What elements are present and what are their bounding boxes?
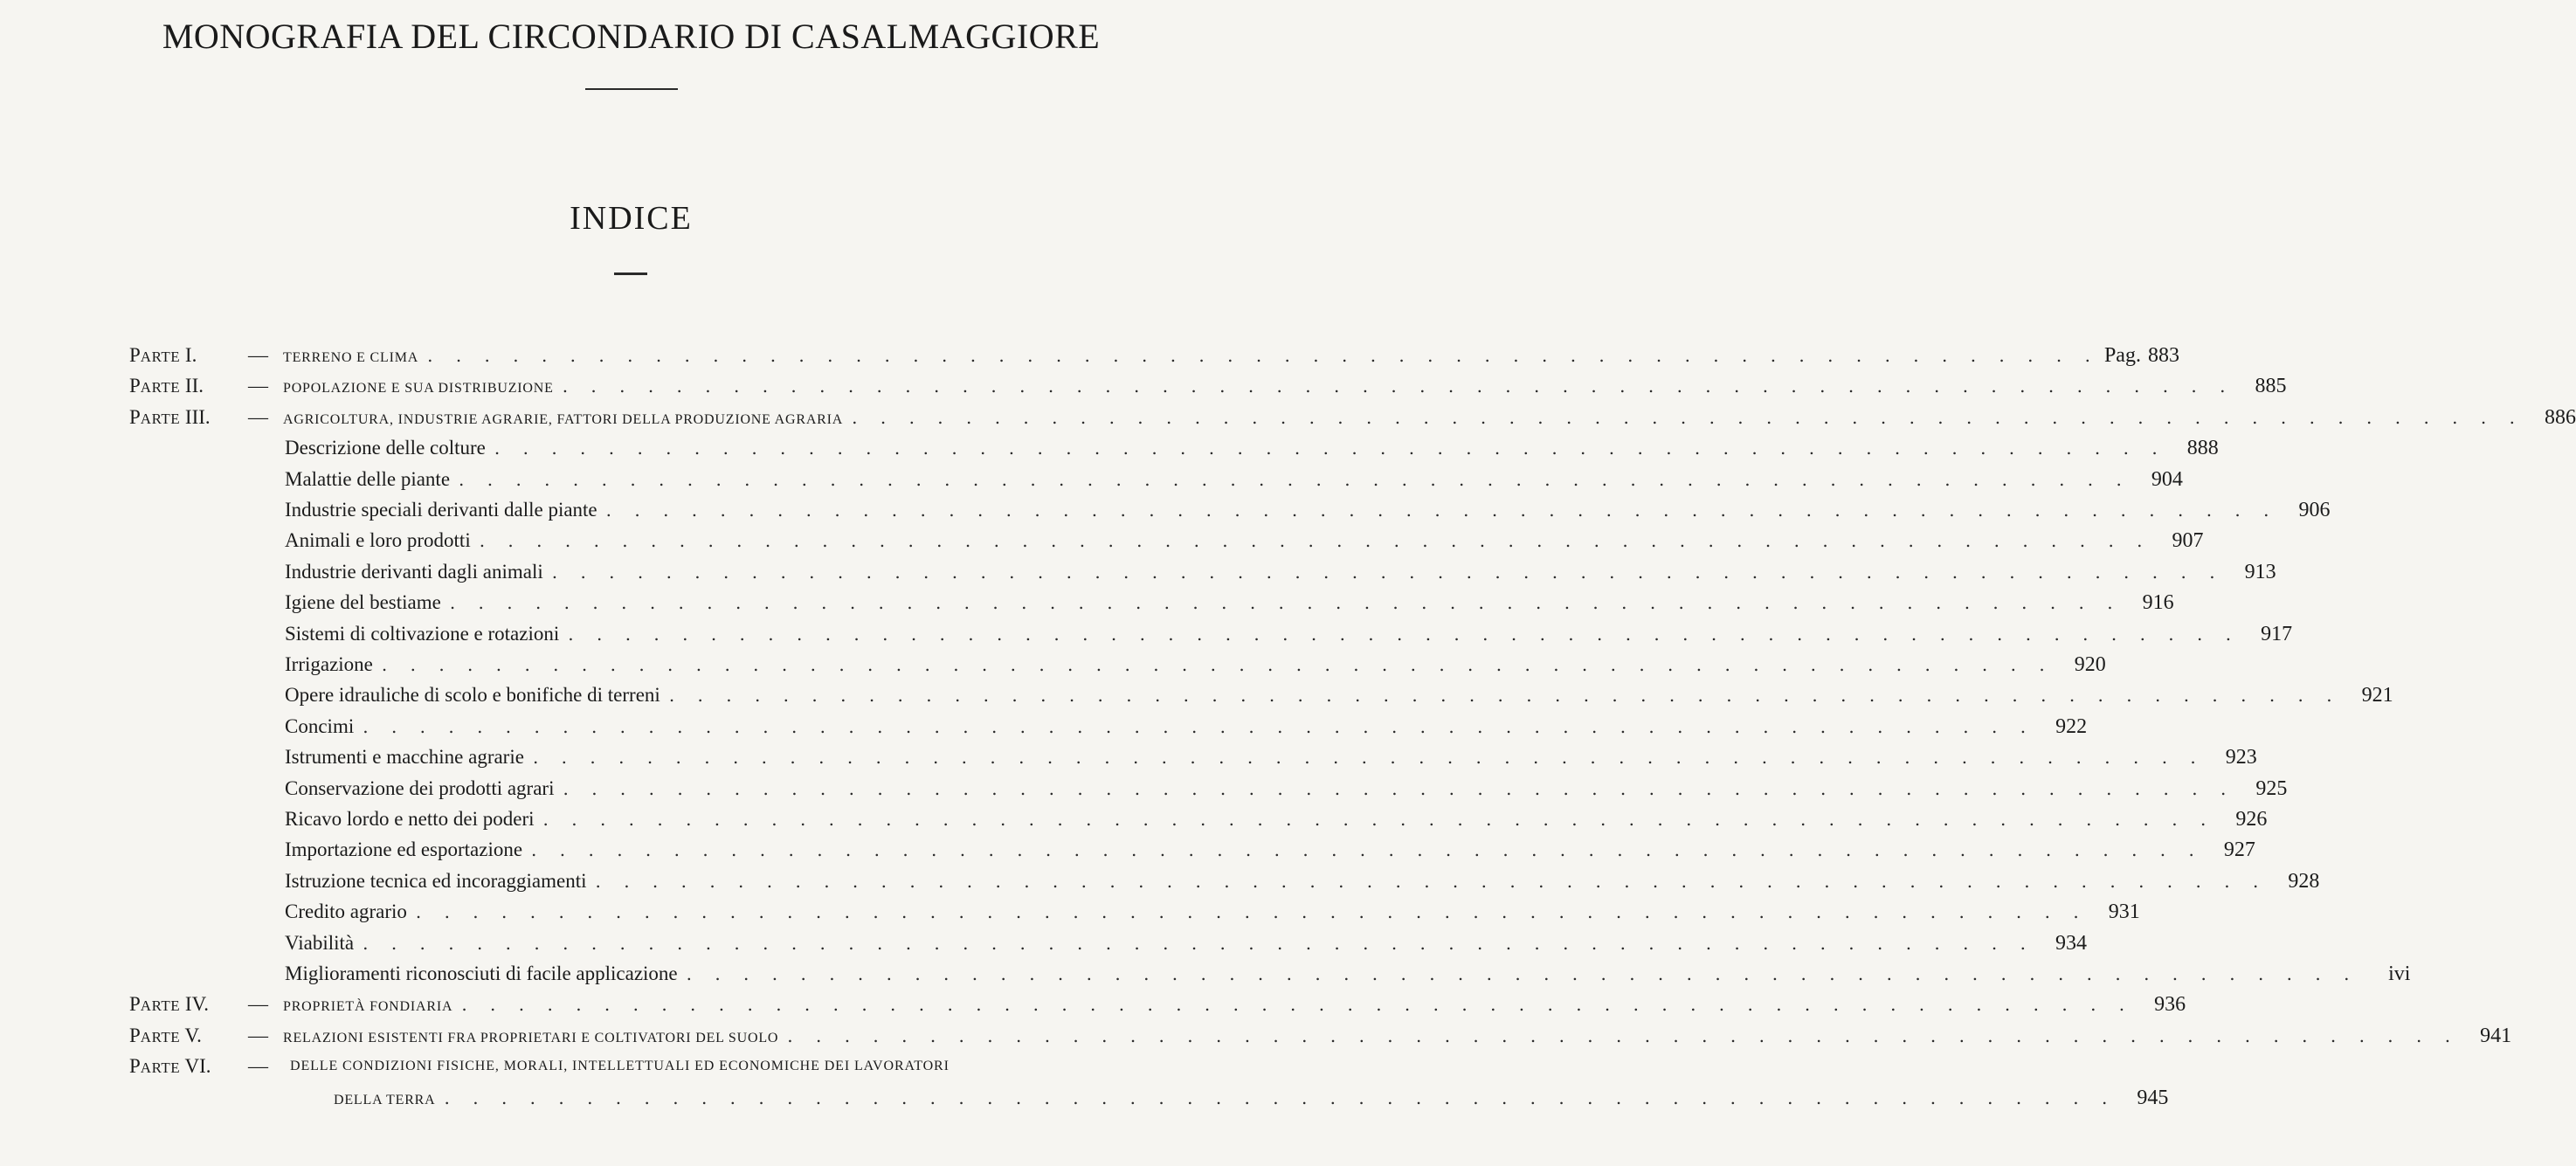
toc-entry-title: RELAZIONI ESISTENTI FRA PROPRIETARI E COLTIVATORI DEL SUOLO (283, 1030, 779, 1045)
dash-separator: — (248, 993, 268, 1016)
toc-entry (285, 495, 2331, 525)
dash-separator: — (248, 344, 268, 366)
dot-leader: . . . . . . . . . . . . . . . . . . . . . . . . . . . . . . . . . . . . . . . . . . . . . . . . . . . . . . . . . . . (551, 561, 2224, 583)
toc-section-row (0, 897, 2140, 927)
toc-entry-title: Credito agrario (285, 900, 407, 923)
part-label (129, 1021, 202, 1052)
dot-leader: . . . . . . . . . . . . . . . . . . . . . . . . . . . . . . . . . . . . . . . . . . . . . . . . . . . . . . . . . . . (605, 500, 2278, 521)
toc-entry-title: Concimi (285, 714, 355, 737)
part-number: II. (180, 375, 204, 397)
toc-entry-title: Descrizione delle colture (285, 437, 486, 459)
dot-leader: . . . . . . . . . . . . . . . . . . . . . . . . . . . . . . . . . . . . . . . . . . . . . . . . . . . . . . . . . . . (787, 1025, 2460, 1046)
toc-page-number: 925 (2255, 776, 2288, 800)
dot-leader: . . . . . . . . . . . . . . . . . . . . . . . . . . . . . . . . . . . . . . . . . . . . . . . . . . . . . . . . . . . (449, 592, 2122, 614)
dot-leader: . . . . . . . . . . . . . . . . . . . . . . . . . . . . . . . . . . . . . . . . . . . . . . . . . . . . . . . . . . . (532, 747, 2205, 769)
toc-page-number: 922 (2055, 714, 2088, 738)
toc-entry (285, 897, 2140, 927)
toc-page-number: 885 (2255, 375, 2287, 398)
part-word: P (129, 344, 141, 366)
toc-continuation-row (0, 1083, 2169, 1113)
toc-section-row (0, 680, 2393, 710)
part-word: P (129, 1024, 141, 1046)
dash-separator: — (248, 405, 268, 428)
toc-entry (285, 619, 2293, 649)
part-word-display (129, 1025, 180, 1046)
toc-entry-title: Sistemi di coltivazione e rotazioni (285, 622, 560, 645)
dot-leader: . . . . . . . . . . . . . . . . . . . . . . . . . . . . . . . . . . . . . . . . . . . . . . . . . . . . . . . . . . . (363, 715, 2035, 737)
toc-page-number: 906 (2298, 499, 2331, 521)
dot-leader: . . . . . . . . . . . . . . . . . . . . . . . . . . . . . . . . . . . . . . . . . . . . . . . . . . . . . . . . . . . (686, 963, 2358, 984)
toc-entry (283, 341, 2179, 373)
part-word-display (129, 1055, 180, 1077)
index-divider (614, 273, 647, 275)
part-label (129, 990, 209, 1021)
document-title: MONOGRAFIA DEL CIRCONDARIO DI CASALMAGGIORE (162, 17, 1101, 56)
toc-entry (285, 835, 2255, 865)
part-word: P (129, 405, 141, 428)
toc-section-row (0, 959, 2411, 989)
dot-leader: . . . . . . . . . . . . . . . . . . . . . . . . . . . . . . . . . . . . . . . . . . . . . . . . . . . . . . . . . . . (461, 994, 2134, 1016)
part-number: I. (180, 344, 197, 366)
toc-entry (285, 433, 2219, 463)
part-number: VI. (180, 1055, 211, 1078)
toc-entry-title: Industrie speciali derivanti dalle piante (285, 499, 597, 521)
dot-leader: . . . . . . . . . . . . . . . . . . . . . . . . . . . . . . . . . . . . . . . . . . . . . . . . . . . . . . . . . . . (381, 654, 2054, 675)
part-word-display (129, 375, 180, 397)
toc-entry (285, 557, 2276, 587)
toc-page-number: 913 (2244, 560, 2276, 583)
toc-entry-title: Industrie derivanti dagli animali (285, 560, 543, 583)
toc-page-number: 945 (2137, 1086, 2169, 1109)
toc-page-number: 916 (2142, 591, 2174, 615)
toc-entry-title: POPOLAZIONE E SUA DISTRIBUZIONE (283, 381, 554, 397)
toc-part-row (0, 371, 2287, 401)
toc-entry (283, 403, 2576, 435)
toc-section-row (0, 465, 2183, 494)
toc-entry-title: Animali e loro prodotti (285, 529, 471, 552)
dot-leader: . . . . . . . . . . . . . . . . . . . . . . . . . . . . . . . . . . . . . . . . . . . . . . . . . . . . . . . . . . . (542, 809, 2215, 830)
toc-entry (283, 1021, 2512, 1053)
pag-label: Pag. (2103, 344, 2141, 367)
toc-entry (285, 742, 2257, 772)
toc-page-number: 921 (2361, 684, 2393, 707)
toc-entry (285, 650, 2106, 680)
toc-entry-title: DELLE CONDIZIONI FISICHE, MORALI, INTELLETTUALI ED ECONOMICHE DEI LAVORATORI (290, 1059, 950, 1074)
toc-entry (285, 928, 2087, 958)
dot-leader: . . . . . . . . . . . . . . . . . . . . . . . . . . . . . . . . . . . . . . . . . . . . . . . . . . . . . . . . . . . (444, 1087, 2117, 1108)
toc-entry-title: PROPRIETÀ FONDIARIA (283, 999, 453, 1015)
toc-entry-title: Istrumenti e macchine agrarie (285, 746, 524, 769)
part-label (129, 403, 211, 434)
toc-section-row (0, 557, 2276, 587)
toc-page-number: 920 (2074, 653, 2106, 676)
part-label (129, 371, 204, 403)
dot-leader: . . . . . . . . . . . . . . . . . . . . . . . . . . . . . . . . . . . . . . . . . . . . . . . . . . . . . . . . . . . (479, 530, 2151, 552)
dot-leader: . . . . . . . . . . . . . . . . . . . . . . . . . . . . . . . . . . . . . . . . . . . . . . . . . . . . . . . . . . . (459, 468, 2131, 490)
toc-entry-title: Malattie delle piante (285, 467, 451, 490)
dot-leader: . . . . . . . . . . . . . . . . . . . . . . . . . . . . . . . . . . . . . . . . . . . . . . . . . . . . . . . . . . . (595, 870, 2268, 892)
toc-entry (334, 1083, 2169, 1115)
toc-entry-title: Viabilità (285, 931, 355, 954)
part-word-rest: ARTE (140, 348, 181, 365)
toc-entry (283, 371, 2287, 404)
part-number: IV. (180, 993, 209, 1016)
toc-entry-title: Irrigazione (285, 653, 373, 675)
part-label (129, 341, 197, 372)
toc-page-number: 936 (2154, 993, 2186, 1017)
toc-section-row (0, 433, 2219, 463)
toc-page-number: 904 (2151, 467, 2183, 491)
toc-entry (285, 866, 2320, 896)
toc-page-number: ivi (2388, 962, 2411, 985)
part-word-rest: ARTE (140, 997, 181, 1015)
part-word-rest: ARTE (140, 379, 181, 397)
title-divider (585, 88, 678, 90)
toc-page-number: 927 (2223, 838, 2255, 862)
toc-section-row (0, 928, 2087, 958)
toc-section-row (0, 495, 2331, 525)
toc-entry-title: Conservazione dei prodotti agrari (285, 776, 555, 799)
toc-part-row (0, 1052, 1236, 1081)
part-word-rest: ARTE (140, 1028, 181, 1045)
part-label (129, 1052, 211, 1083)
dot-leader: . . . . . . . . . . . . . . . . . . . . . . . . . . . . . . . . . . . . . . . . . . . . . . . . . . . . . . . . . . . (427, 345, 2099, 366)
dash-separator: — (248, 375, 268, 397)
toc-entry (290, 1052, 1137, 1081)
toc-section-row (0, 835, 2255, 865)
dot-leader: . . . . . . . . . . . . . . . . . . . . . . . . . . . . . . . . . . . . . . . . . . . . . . . . . . . . . . . . . . . (562, 376, 2234, 397)
toc-entry-title: TERRENO E CLIMA (283, 350, 419, 365)
toc-page-number: 888 (2186, 437, 2219, 460)
toc-part-row (0, 1021, 2512, 1051)
toc-entry-title: Ricavo lordo e netto dei poderi (285, 808, 535, 830)
toc-part-row (0, 403, 2576, 432)
toc-page-number: 907 (2172, 529, 2204, 553)
toc-page-number: 931 (2108, 900, 2140, 924)
toc-section-row (0, 774, 2288, 804)
toc-entry-continuation: DELLA TERRA (334, 1092, 436, 1107)
toc-entry (285, 588, 2174, 617)
dot-leader: . . . . . . . . . . . . . . . . . . . . . . . . . . . . . . . . . . . . . . . . . . . . . . . . . . . . . . . . . . . (563, 777, 2235, 799)
toc-entry (285, 804, 2268, 834)
toc-entry (283, 990, 2186, 1022)
toc-page-number: 923 (2225, 746, 2257, 769)
toc-entry (285, 774, 2288, 804)
part-word: P (129, 1055, 141, 1078)
toc-section-row (0, 712, 2088, 742)
toc-page-number (2104, 341, 2179, 370)
toc-part-row (0, 990, 2186, 1019)
toc-entry-title: Igiene del bestiame (285, 591, 441, 614)
toc-section-row (0, 526, 2204, 555)
dot-leader: . . . . . . . . . . . . . . . . . . . . . . . . . . . . . . . . . . . . . . . . . . . . . . . . . . . . . . . . . . . (852, 406, 2524, 428)
dot-leader: . . . . . . . . . . . . . . . . . . . . . . . . . . . . . . . . . . . . . . . . . . . . . . . . . . . . . . . . . . . (494, 438, 2166, 459)
toc-section-row (0, 650, 2106, 680)
toc-page-number: 926 (2235, 808, 2268, 831)
part-word-display (129, 993, 180, 1015)
dot-leader: . . . . . . . . . . . . . . . . . . . . . . . . . . . . . . . . . . . . . . . . . . . . . . . . . . . . . . . . . . . (568, 623, 2241, 645)
toc-section-row (0, 588, 2174, 617)
part-number: V. (180, 1024, 202, 1046)
part-word-rest: ARTE (140, 410, 181, 427)
toc-section-row (0, 866, 2320, 896)
part-word: P (129, 375, 141, 397)
part-word-display (129, 406, 180, 428)
toc-entry-title: Istruzione tecnica ed incoraggiamenti (285, 869, 587, 892)
dot-leader: . . . . . . . . . . . . . . . . . . . . . . . . . . . . . . . . . . . . . . . . . . . . . . . . . . . . . . . . . . . (363, 932, 2034, 954)
part-number: III. (180, 405, 211, 428)
toc-page-number: 917 (2261, 622, 2293, 645)
toc-entry (285, 712, 2088, 742)
toc-part-row (0, 341, 2179, 370)
dot-leader: . . . . . . . . . . . . . . . . . . . . . . . . . . . . . . . . . . . . . . . . . . . . . . . . . . . . . . . . . . . (531, 839, 2203, 861)
dot-leader: . . . . . . . . . . . . . . . . . . . . . . . . . . . . . . . . . . . . . . . . . . . . . . . . . . . . . . . . . . . (668, 685, 2341, 707)
toc-entry-title: Importazione ed esportazione (285, 838, 523, 861)
toc-entry (285, 680, 2393, 710)
page-value: 883 (2147, 344, 2179, 367)
part-word-display (129, 344, 180, 366)
toc-section-row (0, 804, 2268, 834)
toc-section-row (0, 619, 2293, 649)
toc-entry-title: AGRICOLTURA, INDUSTRIE AGRARIE, FATTORI DELLA PRODUZIONE AGRARIA (283, 411, 844, 427)
toc-entry (285, 526, 2204, 555)
toc-entry-title: Miglioramenti riconosciuti di facile applicazione (285, 962, 678, 984)
toc-page-number: 886 (2544, 405, 2576, 429)
part-word-rest: ARTE (140, 1059, 181, 1077)
toc-page-number: 928 (2288, 869, 2320, 893)
toc-section-row (0, 742, 2257, 772)
toc-entry-title: Opere idrauliche di scolo e bonifiche di terreni (285, 684, 660, 707)
dot-leader: . . . . . . . . . . . . . . . . . . . . . . . . . . . . . . . . . . . . . . . . . . . . . . . . . . . . . . . . . . . (415, 901, 2088, 923)
toc-page-number: 941 (2480, 1024, 2512, 1047)
toc-entry (285, 959, 2411, 989)
index-heading: INDICE (570, 200, 693, 237)
toc-entry (285, 465, 2183, 494)
dash-separator: — (248, 1024, 268, 1046)
dash-separator: — (248, 1055, 268, 1078)
part-word: P (129, 993, 141, 1016)
toc-page-number: 934 (2055, 931, 2087, 955)
